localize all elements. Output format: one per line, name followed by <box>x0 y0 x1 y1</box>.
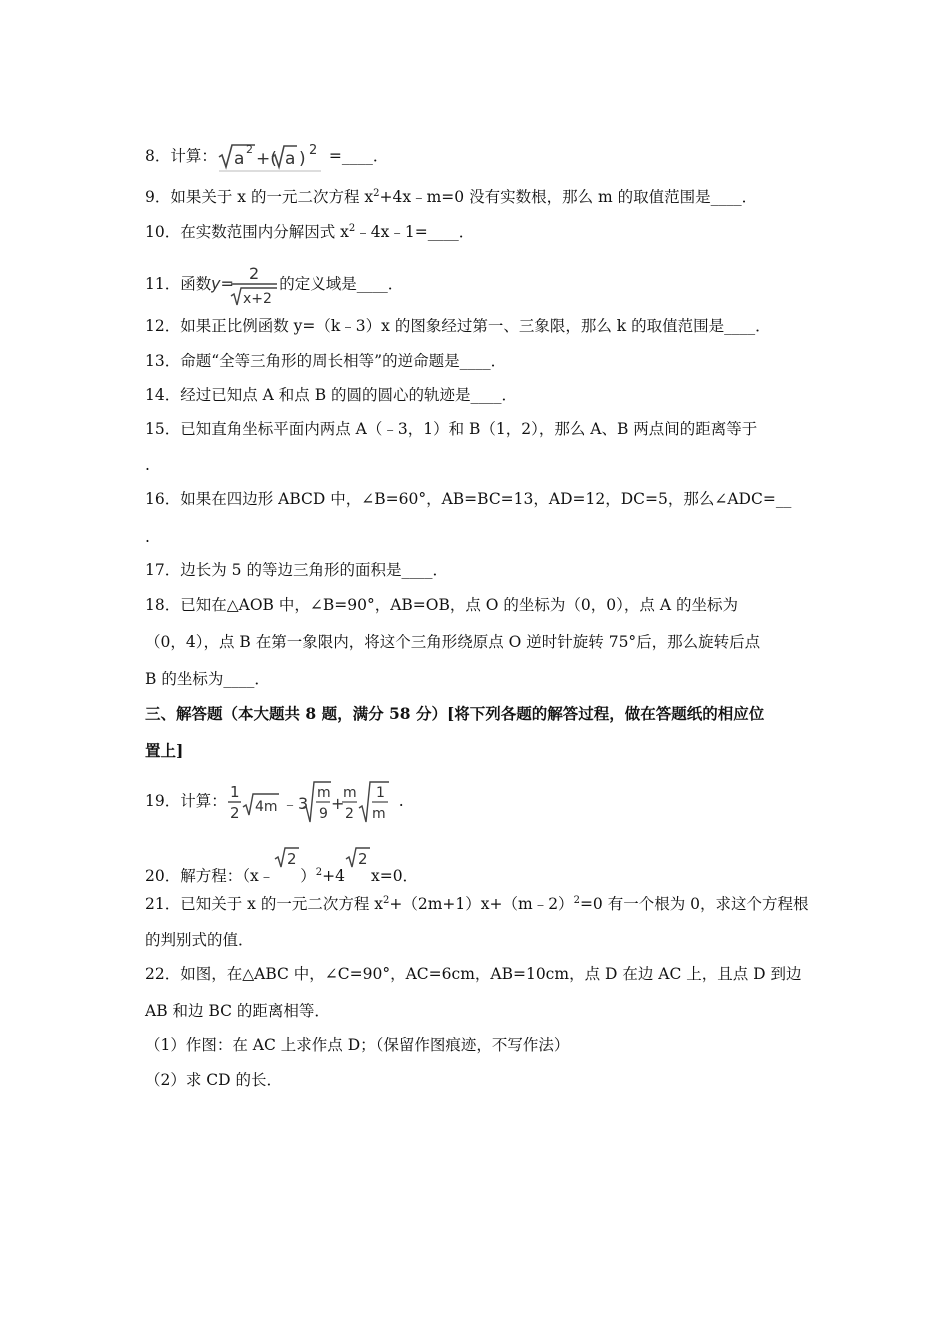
q20-sqrt2-image-1 <box>274 845 300 871</box>
question-9 <box>145 187 757 207</box>
q11-suffix: 的定义域是____． <box>279 275 404 293</box>
q19-rad2-num: m <box>316 785 331 801</box>
q20-text-d: x=0． <box>370 867 419 885</box>
question-17: 17．边长为 5 的等边三角形的面积是____． <box>145 561 448 579</box>
q11-numerator: 2 <box>249 264 260 283</box>
q21-text-b: +（2m+1）x+（m﹣2） <box>389 895 574 913</box>
question-18-line1: 18．已知在△AOB 中，∠B=90°，AB=OB，点 O 的坐标为（0，0），点 A 的坐标为 <box>145 596 738 614</box>
q8-formula-image <box>217 140 329 174</box>
q11-prefix: 11．函数 <box>145 275 212 293</box>
q20-sqrt2-image-2 <box>345 845 371 871</box>
question-18-line2: （0，4），点 B 在第一象限内，将这个三角形绕原点 O 逆时针旋转 75°后，那么旋转后点 <box>145 633 761 651</box>
q11-y-eq: y= <box>211 274 235 293</box>
q11-formula-image <box>211 262 279 308</box>
q8-radicand2: a <box>284 149 296 169</box>
q19-frac3-num: m <box>342 785 357 801</box>
q19-minus3: ﹣3 <box>281 794 308 813</box>
question-22-sub2: （2）求 CD 的长． <box>145 1071 283 1089</box>
q8-radicand: a <box>233 149 245 169</box>
q21-text-a: 21．已知关于 x 的一元二次方程 x <box>145 895 383 913</box>
section-3-heading-line2: 置上] <box>145 741 184 760</box>
question-21-line2: 的判别式的值． <box>145 931 254 949</box>
q9-text-a: 9．如果关于 x 的一元二次方程 x <box>145 188 374 206</box>
q8-exp2: 2 <box>308 143 318 158</box>
q19-rad3-den: m <box>371 806 386 822</box>
q20-sup: 2 <box>315 867 323 878</box>
q19-suffix: . <box>398 792 404 810</box>
question-16-line2: . <box>145 528 150 546</box>
q8-plus-paren: +( <box>255 149 277 169</box>
q19-frac1-den: 2 <box>229 804 240 822</box>
q21-text-c: =0 有一个根为 0，求这个方程根 <box>579 895 809 913</box>
q19-plus: + <box>330 794 345 813</box>
q10-text-a: 10．在实数范围内分解因式 x <box>145 223 349 241</box>
question-14: 14．经过已知点 A 和点 B 的圆的圆心的轨迹是____． <box>145 386 518 404</box>
q9-sup: 2 <box>373 188 380 199</box>
q11-denominator: x+2 <box>243 291 273 307</box>
q21-sup-2: 2 <box>573 895 580 906</box>
question-18-line3: B 的坐标为____． <box>145 670 270 688</box>
q19-rad1: 4m <box>254 799 278 815</box>
q20-text-b: ） <box>300 867 316 885</box>
question-22-line2: AB 和边 BC 的距离相等． <box>145 1002 330 1020</box>
question-22-line1: 22．如图，在△ABC 中，∠C=90°，AC=6cm，AB=10cm，点 D 在边 AC 上，且点 D 到边 <box>145 965 802 983</box>
question-22-sub1: （1）作图：在 AC 上求作点 D；（保留作图痕迹，不写作法） <box>145 1036 570 1054</box>
q20-text-c: +4 <box>322 867 345 885</box>
q20-radicand-2: 2 <box>357 850 368 868</box>
q19-formula-image <box>227 778 399 826</box>
question-8 <box>145 140 388 174</box>
question-11 <box>145 262 403 308</box>
q8-close-paren: ) <box>298 149 306 169</box>
q20-radicand-1: 2 <box>287 850 297 868</box>
q8-prefix: 8．计算： <box>145 147 217 165</box>
q21-sup-1: 2 <box>383 895 390 906</box>
question-12: 12．如果正比例函数 y=（k﹣3）x 的图象经过第一、三象限，那么 k 的取值范围是____． <box>145 317 771 335</box>
question-21-line1 <box>145 894 809 914</box>
q19-rad2-den: 9 <box>318 806 328 822</box>
question-16-line1: 16．如果在四边形 ABCD 中，∠B=60°，AB=BC=13，AD=12，DC=5，那么∠ADC=__ <box>145 490 792 508</box>
question-15-line1: 15．已知直角坐标平面内两点 A（﹣3，1）和 B（1，2），那么 A、B 两点间的距离等于 <box>145 420 758 438</box>
q19-frac3-den: 2 <box>344 806 354 822</box>
q8-suffix: =____． <box>328 147 389 165</box>
question-20 <box>145 845 418 886</box>
q19-frac1-num: 1 <box>229 783 240 801</box>
q10-text-b: ﹣4x﹣1=____． <box>355 223 475 241</box>
section-3-heading-line1: 三、解答题（本大题共 8 题，满分 58 分）[将下列各题的解答过程，做在答题纸的相应位 <box>145 704 765 723</box>
q19-prefix: 19．计算： <box>145 792 227 810</box>
q20-text-a: 20．解方程：（x﹣ <box>145 867 275 885</box>
q8-exp1: 2 <box>245 143 253 156</box>
q9-text-b: +4x﹣m=0 没有实数根，那么 m 的取值范围是____． <box>379 188 758 206</box>
question-10 <box>145 222 474 242</box>
q19-rad3-num: 1 <box>375 785 385 801</box>
q10-sup: 2 <box>348 223 356 234</box>
question-15-line2: . <box>145 456 150 474</box>
question-13: 13．命题“全等三角形的周长相等”的逆命题是____． <box>145 352 507 370</box>
question-19 <box>145 778 404 826</box>
